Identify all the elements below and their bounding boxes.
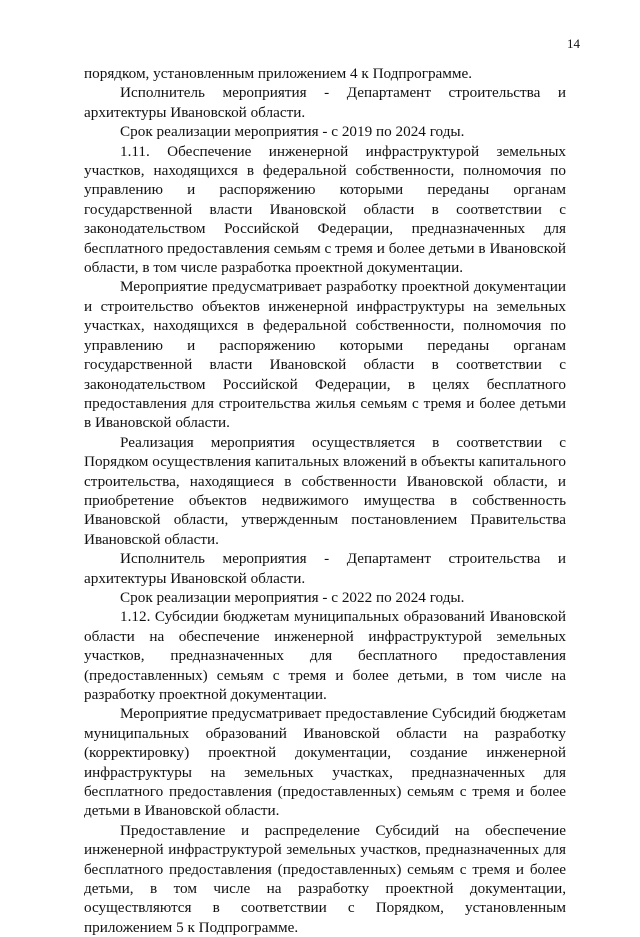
paragraph-item-1-11: 1.11. Обеспечение инженерной инфраструктурой земельных участков, находящихся в федеральной собственности, полномочия по управлению и распоряжению которыми переданы органам государственной власти Ивановской области в соответствии с законодательством Российской Федерации, предназначенных для бесплатного предоставления семьям с тремя и более детьми в Ивановской области, в том числе разработка проектной документации. bbox=[84, 142, 566, 277]
paragraph-item-1-12: 1.12. Субсидии бюджетам муниципальных образований Ивановской области на обеспечение инженерной инфраструктурой земельных участков, предназначенных для бесплатного предоставления (предоставленных) семьям с тремя и более детьми, в том числе на разработку проектной документации. bbox=[84, 608, 566, 703]
paragraph-item-1-11-implementation: Реализация мероприятия осуществляется в соответствии с Порядком осуществления капитальных вложений в объекты капитального строительства, находящиеся в собственности Ивановской области, и приобретение объектов недвижимого имущества в собственность Ивановской области, утвержденным постановлением Правительства Ивановской области. bbox=[84, 433, 566, 548]
paragraph-executor-2: Исполнитель мероприятия - Департамент строительства и архитектуры Ивановской области. bbox=[84, 550, 566, 587]
paragraph-term-2: Срок реализации мероприятия - с 2022 по 2024 годы. bbox=[120, 588, 465, 606]
paragraph-term-1: Срок реализации мероприятия - с 2019 по 2024 годы. bbox=[120, 123, 465, 141]
paragraph-item-1-12-distribution: Предоставление и распределение Субсидий на обеспечение инженерной инфраструктурой земельных участков, предназначенных для бесплатного предоставления (предоставленных) семьям с тремя и более детьми, в том числе на разработку проектной документации, осуществляются в соответствии с Порядком, установленным приложением 5 к Подпрограмме. bbox=[84, 821, 566, 936]
document-body bbox=[84, 64, 566, 937]
paragraph-item-1-11-description: Мероприятие предусматривает разработку проектной документации и строительство объектов инженерной инфраструктуры на земельных участках, находящихся в федеральной собственности, полномочия по управлению и распоряжению которыми переданы органам государственной власти Ивановской области в соответствии с законодательством Российской Федерации, в целях бесплатного предоставления для строительства жилья семьям с тремя и более детьми в Ивановской области. bbox=[84, 278, 566, 432]
paragraph-continuation: порядком, установленным приложением 4 к Подпрограмме. bbox=[84, 65, 473, 82]
page-number: 14 bbox=[567, 36, 580, 51]
paragraph-item-1-12-description: Мероприятие предусматривает предоставление Субсидий бюджетам муниципальных образований Ивановской области на разработку (корректировку) проектной документации, создание инженерной инфраструктуры на земельных участках, предназначенных для бесплатного предоставления (предоставленных) семьям с тремя и более детьми в Ивановской области. bbox=[84, 705, 566, 820]
paragraph-executor-1: Исполнитель мероприятия - Департамент строительства и архитектуры Ивановской области. bbox=[84, 84, 566, 121]
